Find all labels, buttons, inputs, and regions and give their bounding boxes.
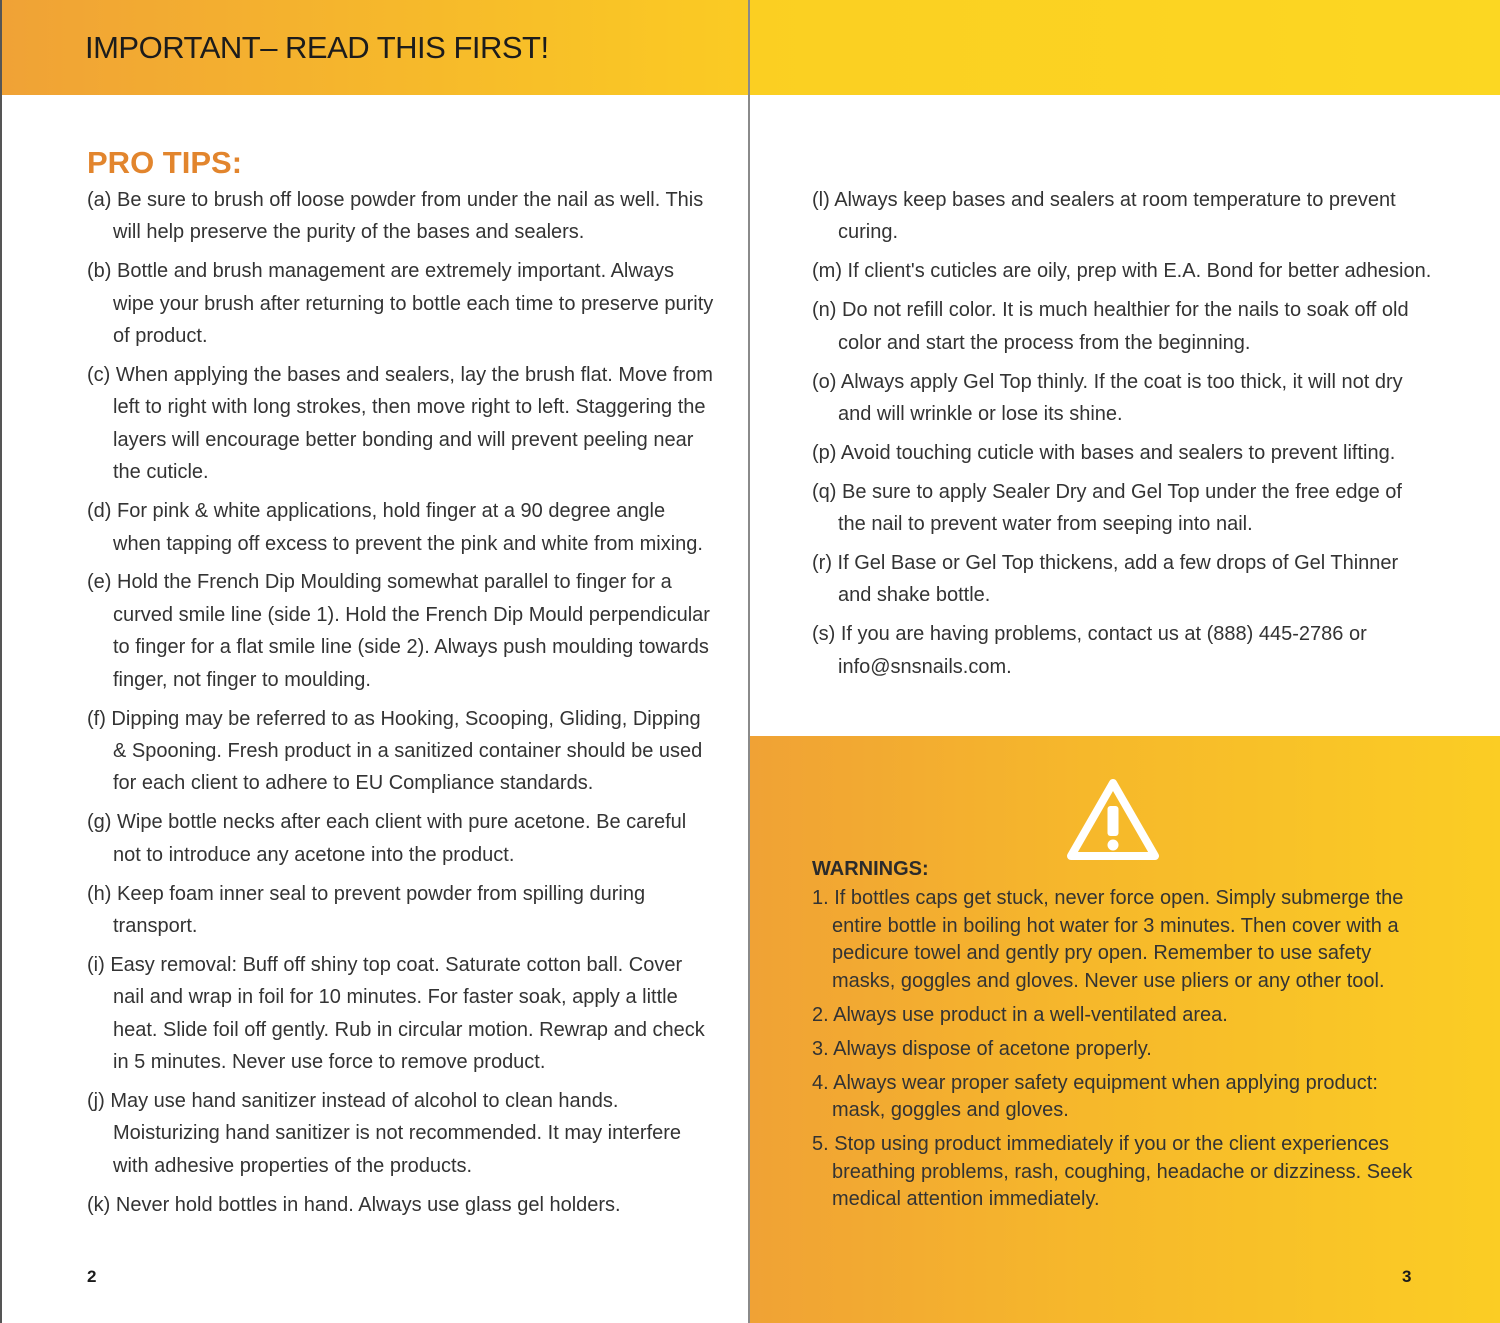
- pro-tip-item: (j) May use hand sanitizer instead of alcohol to clean hands. Moisturizing hand sanitizer is not recommended. It may interfere with adhesive properties of the products.: [87, 1090, 682, 1177]
- warnings-list: [812, 885, 1422, 1220]
- pro-tip-item: (n) Do not refill color. It is much healthier for the nails to soak off old color and start the process from the beginning.: [812, 299, 1409, 354]
- warning-item: 4. Always wear proper safety equipment when applying product: mask, goggles and gloves.: [812, 1071, 1378, 1121]
- warnings-title: WARNINGS:: [812, 858, 929, 880]
- page-number: 2: [87, 1267, 97, 1286]
- header-band: [750, 0, 1500, 95]
- pro-tip-item: (g) Wipe bottle necks after each client with pure acetone. Be careful not to introduce any acetone into the product.: [87, 811, 687, 866]
- pro-tip-item: (p) Avoid touching cuticle with bases and sealers to prevent lifting.: [812, 441, 1396, 464]
- warning-item: 2. Always use product in a well-ventilated area.: [812, 1003, 1228, 1026]
- pro-tip-item: (c) When applying the bases and sealers, lay the brush flat. Move from left to right with long strokes, then move right to left. Staggering the layers will encourage better bonding and will prevent peeling near the cuticle.: [87, 364, 713, 484]
- warning-item: 3. Always dispose of acetone properly.: [812, 1037, 1152, 1060]
- pro-tip-item: (d) For pink & white applications, hold finger at a 90 degree angle when tapping off excess to prevent the pink and white from mixing.: [87, 500, 703, 555]
- pro-tip-item: (e) Hold the French Dip Moulding somewhat parallel to finger for a curved smile line (side 1). Hold the French Dip Mould perpendicular to finger for a flat smile line (side 2). Always push moulding towards finger, not finger to moulding.: [87, 571, 710, 691]
- warning-item: 5. Stop using product immediately if you or the client experiences breathing problems, rash, coughing, headache or dizziness. Seek medical attention immediately.: [812, 1133, 1413, 1210]
- pro-tip-item: (s) If you are having problems, contact us at (888) 445-2786 or info@snsnails.com.: [812, 623, 1367, 678]
- pro-tips-list-right: [812, 184, 1432, 690]
- pro-tips-list-left: [87, 184, 717, 1228]
- right-page: [750, 0, 1500, 1323]
- pro-tip-item: (o) Always apply Gel Top thinly. If the coat is too thick, it will not dry and will wrinkle or lose its shine.: [812, 370, 1403, 425]
- page-number: 3: [1402, 1267, 1412, 1286]
- pro-tip-item: (h) Keep foam inner seal to prevent powder from spilling during transport.: [87, 882, 646, 938]
- pro-tip-item: (m) If client's cuticles are oily, prep with E.A. Bond for better adhesion.: [812, 260, 1432, 283]
- pro-tip-item: (r) If Gel Base or Gel Top thickens, add a few drops of Gel Thinner and shake bottle.: [812, 552, 1399, 607]
- warnings-panel: [750, 736, 1500, 1323]
- pro-tip-item: (i) Easy removal: Buff off shiny top coat. Saturate cotton ball. Cover nail and wrap in foil for 10 minutes. For faster soak, apply a little heat. Slide foil off gently. Rub in circular motion. Rewrap and check in 5 minutes. Never use force to remove product.: [87, 953, 705, 1074]
- pro-tip-item: (a) Be sure to brush off loose powder from under the nail as well. This will help preserve the purity of the bases and sealers.: [87, 189, 704, 244]
- pro-tip-item: (q) Be sure to apply Sealer Dry and Gel Top under the free edge of the nail to prevent water from seeping into nail.: [812, 480, 1402, 536]
- page-header-title: IMPORTANT– READ THIS FIRST!: [85, 30, 549, 65]
- pro-tip-item: (l) Always keep bases and sealers at room temperature to prevent curing.: [812, 189, 1396, 244]
- pro-tips-title: PRO TIPS:: [87, 145, 243, 180]
- warning-item: 1. If bottles caps get stuck, never force open. Simply submerge the entire bottle in boiling hot water for 3 minutes. Then cover with a pedicure towel and gently pry open. Remember to use safety masks, goggles and gloves. Never use pliers or any other tool.: [812, 887, 1404, 992]
- pro-tip-item: (f) Dipping may be referred to as Hooking, Scooping, Gliding, Dipping & Spooning. Fresh product in a sanitized container should be used for each client to adhere to EU Compliance standards.: [87, 707, 703, 795]
- pro-tip-item: (b) Bottle and brush management are extremely important. Always wipe your brush after returning to bottle each time to preserve purity of product.: [87, 260, 714, 348]
- left-page: [0, 0, 749, 1323]
- warning-triangle-icon: [1066, 778, 1160, 862]
- pro-tip-item: (k) Never hold bottles in hand. Always use glass gel holders.: [87, 1193, 621, 1216]
